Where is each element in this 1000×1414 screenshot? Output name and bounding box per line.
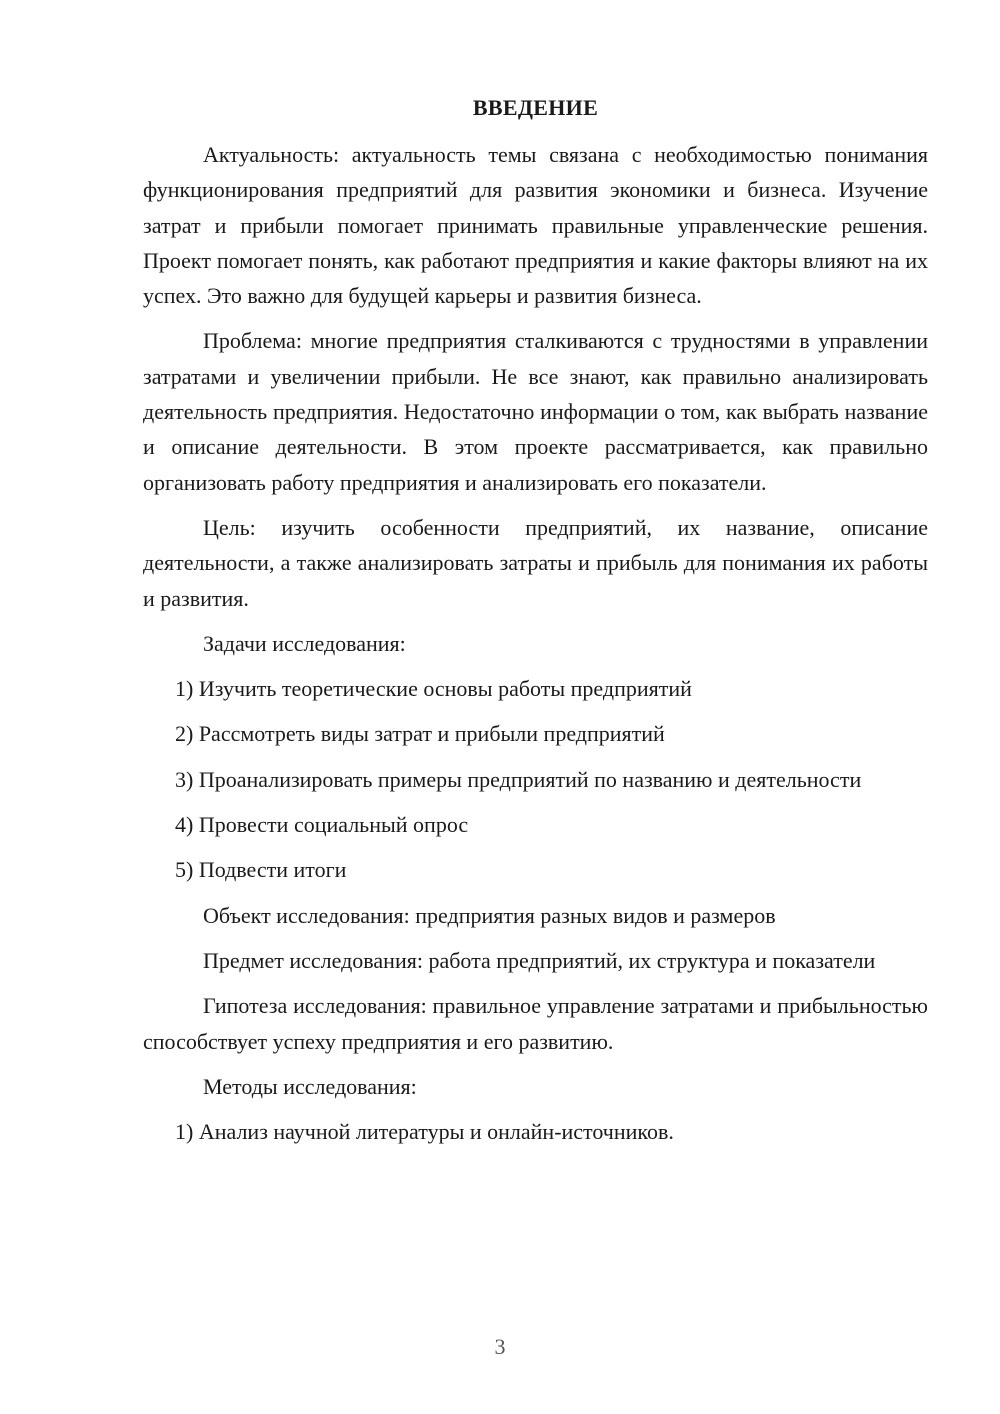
task-item: 2) Рассмотреть виды затрат и прибыли предприятий [175,721,665,747]
section-heading: ВВЕДЕНИЕ [472,95,599,120]
page-number: 3 [494,1334,506,1359]
task-item: 4) Провести социальный опрос [175,812,469,838]
paragraph-relevance: Актуальность: актуальность темы связана с необходимостью понимания функционирования предприятий для развития экономики и бизнеса. Изучение затрат и прибыли помогает принимать правильные управленческие решения. Проект помогает понять, как работают предприятия и какие факторы влияют на их успех. Это важно для будущей карьеры и развития бизнеса. [143,142,928,309]
tasks-heading: Задачи исследования: [203,630,406,656]
paragraph-problem: Проблема: многие предприятия сталкиваются с трудностями в управлении затратами и увеличении прибыли. Не все знают, как правильно анализировать деятельность предприятия. Недостаточно информации о том, как выбрать название и описание деятельности. В этом проекте рассматривается, как правильно организовать работу предприятия и анализировать его показатели. [143,328,928,495]
paragraph-goal: Цель: изучить особенности предприятий, их название, описание деятельности, а также анализировать затраты и прибыль для понимания их работы и развития. [143,514,928,611]
methods-heading: Методы исследования: [203,1073,417,1099]
task-item: 3) Проанализировать примеры предприятий по названию и деятельности [175,766,862,792]
method-item: 1) Анализ научной литературы и онлайн-источников. [175,1119,674,1145]
page-content [143,95,928,1159]
paragraph-object: Объект исследования: предприятия разных видов и размеров [203,902,776,928]
task-item: 5) Подвести итоги [175,857,347,883]
paragraph-subject: Предмет исследования: работа предприятий, их структура и показатели [203,947,876,973]
paragraph-hypothesis: Гипотеза исследования: правильное управление затратами и прибыльностью способствует успеху предприятия и его развитию. [143,993,928,1054]
task-item: 1) Изучить теоретические основы работы предприятий [175,676,692,702]
